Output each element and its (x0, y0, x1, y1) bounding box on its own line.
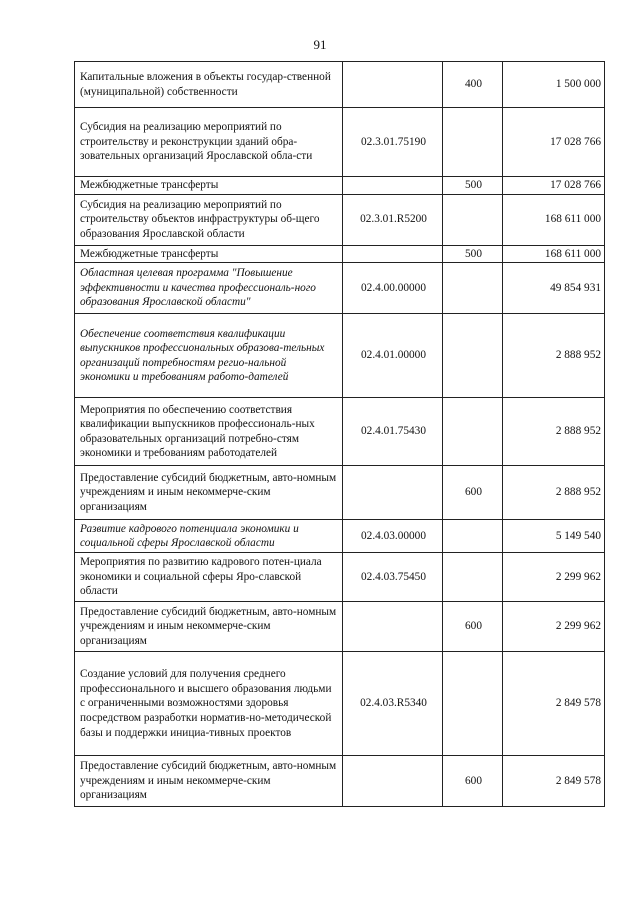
budget-table-body (75, 62, 605, 807)
row-name-cell: Межбюджетные трансферты (75, 177, 343, 195)
table-row (75, 520, 605, 553)
row-expense-type-cell: 500 (443, 177, 503, 195)
row-amount-cell: 2 299 962 (503, 602, 605, 652)
table-row (75, 398, 605, 466)
row-amount-cell: 17 028 766 (503, 177, 605, 195)
row-name-cell: Областная целевая программа "Повышение эффективности и качества профессиональ-ного образования Ярославской области" (75, 263, 343, 314)
table-row (75, 756, 605, 807)
row-code-cell (343, 756, 443, 807)
table-row (75, 314, 605, 398)
table-row (75, 652, 605, 756)
table-row (75, 62, 605, 108)
row-expense-type-cell: 600 (443, 756, 503, 807)
row-code-cell: 02.4.01.75430 (343, 398, 443, 466)
row-code-cell: 02.4.03.75450 (343, 553, 443, 602)
budget-table (74, 61, 605, 807)
row-name-cell: Мероприятия по развитию кадрового потен-циала экономики и социальной сферы Яро-славской области (75, 553, 343, 602)
row-code-cell (343, 245, 443, 263)
row-amount-cell: 2 888 952 (503, 398, 605, 466)
row-name-cell: Развитие кадрового потенциала экономики и социальной сферы Ярославской области (75, 520, 343, 553)
row-name-cell: Предоставление субсидий бюджетным, авто-номным учреждениям и иным некоммерче-ским организациям (75, 466, 343, 520)
row-code-cell (343, 62, 443, 108)
row-expense-type-cell (443, 520, 503, 553)
row-code-cell: 02.3.01.R5200 (343, 194, 443, 245)
row-name-cell: Субсидия на реализацию мероприятий по строительству объектов инфраструктуры об-щего образования Ярославской области (75, 194, 343, 245)
page-number: 91 (313, 37, 327, 52)
row-amount-cell: 2 299 962 (503, 553, 605, 602)
row-expense-type-cell (443, 652, 503, 756)
row-amount-cell: 2 849 578 (503, 652, 605, 756)
row-amount-cell: 2 849 578 (503, 756, 605, 807)
row-name-cell: Обеспечение соответствия квалификации выпускников профессиональных образова-тельных организаций потребностям регио-нальной экономики и требованиям работо-дателей (75, 314, 343, 398)
row-name-cell: Предоставление субсидий бюджетным, авто-номным учреждениям и иным некоммерче-ским организациям (75, 602, 343, 652)
row-amount-cell: 49 854 931 (503, 263, 605, 314)
row-amount-cell: 2 888 952 (503, 314, 605, 398)
row-name-cell: Капитальные вложения в объекты государ-ственной (муниципальной) собственности (75, 62, 343, 108)
row-expense-type-cell (443, 398, 503, 466)
row-expense-type-cell (443, 108, 503, 177)
row-name-cell: Субсидия на реализацию мероприятий по строительству и реконструкции зданий обра-зовательных организаций Ярославской обла-сти (75, 108, 343, 177)
row-amount-cell: 5 149 540 (503, 520, 605, 553)
row-name-cell: Создание условий для получения среднего профессионального и высшего образования людьми с ограниченными возможностями здоровья посредством разработки норматив-но-методической базы и поддержки инициа-тивных проектов (75, 652, 343, 756)
row-code-cell: 02.4.01.00000 (343, 314, 443, 398)
row-code-cell: 02.4.00.00000 (343, 263, 443, 314)
row-code-cell: 02.3.01.75190 (343, 108, 443, 177)
table-row (75, 602, 605, 652)
row-name-cell: Мероприятия по обеспечению соответствия квалификации выпускников профессиональ-ных образовательных организаций потребно-стям экономики и требованиям работодателей (75, 398, 343, 466)
table-row (75, 245, 605, 263)
row-code-cell (343, 177, 443, 195)
row-expense-type-cell (443, 194, 503, 245)
row-code-cell: 02.4.03.R5340 (343, 652, 443, 756)
table-row (75, 263, 605, 314)
table-row (75, 553, 605, 602)
row-amount-cell: 17 028 766 (503, 108, 605, 177)
table-row (75, 108, 605, 177)
row-expense-type-cell (443, 263, 503, 314)
row-expense-type-cell (443, 314, 503, 398)
table-row (75, 466, 605, 520)
row-amount-cell: 168 611 000 (503, 245, 605, 263)
row-expense-type-cell (443, 553, 503, 602)
row-expense-type-cell: 600 (443, 466, 503, 520)
row-expense-type-cell: 500 (443, 245, 503, 263)
row-name-cell: Межбюджетные трансферты (75, 245, 343, 263)
table-row (75, 194, 605, 245)
row-name-cell: Предоставление субсидий бюджетным, авто-номным учреждениям и иным некоммерче-ским организациям (75, 756, 343, 807)
row-amount-cell: 2 888 952 (503, 466, 605, 520)
row-amount-cell: 1 500 000 (503, 62, 605, 108)
row-expense-type-cell: 400 (443, 62, 503, 108)
row-code-cell: 02.4.03.00000 (343, 520, 443, 553)
row-amount-cell: 168 611 000 (503, 194, 605, 245)
row-code-cell (343, 602, 443, 652)
table-row (75, 177, 605, 195)
row-expense-type-cell: 600 (443, 602, 503, 652)
row-code-cell (343, 466, 443, 520)
